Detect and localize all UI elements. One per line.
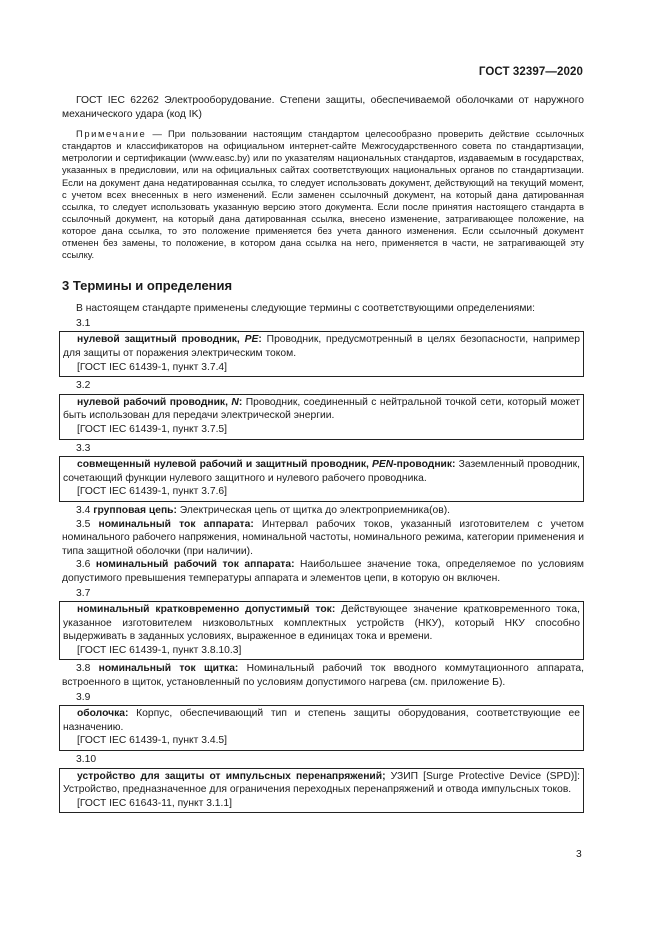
term-symbol: PE	[244, 334, 259, 346]
term-entry	[62, 662, 584, 689]
note-label: Примечание	[76, 128, 147, 140]
term-source: [ГОСТ IEC 61439-1, пункт 3.4.5]	[77, 735, 228, 747]
term-number: 3.4	[76, 504, 91, 516]
term-suffix: -проводник:	[393, 459, 456, 471]
term-definition: УЗИП [Surge Protective Device (SPD)]: Устройство, предназначенное для ограничения переходных перенапряжений и отвода импульсных токов.	[63, 770, 580, 796]
term-symbol: PEN	[372, 459, 394, 471]
term-definition: Номинальный рабочий ток вводного коммутационного аппарата, встроенного в щиток, установленный по условиям допустимого нагрева (см. приложение Б).	[62, 663, 584, 689]
term-definition: Действующее значение кратковременного тока, указанное изготовителем низковольтных комплектных устройств (НКУ), который НКУ способно выдерживать в заданных условиях, выраженное в единицах тока и времени.	[63, 604, 580, 643]
term-symbol: N	[231, 396, 239, 408]
term-box	[59, 331, 584, 377]
term-source: [ГОСТ IEC 61439-1, пункт 3.7.5]	[77, 423, 228, 435]
term-source: [ГОСТ IEC 61439-1, пункт 3.7.6]	[77, 486, 228, 498]
term-entry	[62, 504, 584, 518]
term-name: групповая цепь:	[93, 504, 177, 516]
term-entry	[63, 333, 580, 360]
note-paragraph	[62, 128, 584, 261]
document-header: ГОСТ 32397—2020	[478, 66, 583, 78]
term-number: 3.2	[76, 380, 91, 392]
term-name: нулевой защитный проводник,	[77, 334, 240, 346]
term-entry	[63, 603, 580, 644]
page-content	[62, 94, 584, 815]
term-name: номинальный кратковременно допустимый ток:	[77, 604, 336, 616]
term-box	[59, 394, 584, 440]
term-name: номинальный ток аппарата:	[98, 518, 254, 530]
term-box	[59, 768, 584, 814]
referenced-standard: ГОСТ IEC 62262 Электрооборудование. Степени защиты, обеспечиваемой оболочками от наружного механического удара (код IK)	[62, 95, 584, 120]
term-definition: Проводник, предусмотренный в целях безопасности, например для защиты от поражения электрическим током.	[63, 334, 580, 359]
term-number: 3.10	[76, 754, 97, 766]
term-entry	[62, 518, 584, 559]
term-box	[59, 705, 584, 751]
term-entry	[63, 707, 580, 734]
page-number: 3	[576, 849, 582, 860]
term-name: устройство для защиты от импульсных перенапряжений;	[77, 770, 386, 782]
term-number: 3.5	[76, 518, 91, 530]
term-name: нулевой рабочий проводник,	[77, 396, 228, 408]
term-number: 3.8	[76, 663, 91, 675]
term-entry	[63, 396, 580, 423]
term-definition: Корпус, обеспечивающий тип и степень защиты оборудования, соответствующие ее назначению.	[63, 708, 580, 733]
term-colon: :	[238, 396, 243, 408]
note-text: — При пользовании настоящим стандартом целесообразно проверить действие ссылочных стандартов и классификаторов на официальном интернет-сайте Межгосударственного совета по стандартизации, метрологии и сертификации (www.easc.by) или по указателям национальных стандартов, издаваемым в государствах, указанных в предисловии, или на официальных сайтах соответствующих национальных органов по стандартизации. Если на документ дана недатированная ссылка, то следует использовать документ, действующий на текущий момент, с учетом всех внесенных в него изменений. Если заменен ссылочный документ, на который дана датированная ссылка, то следует использовать указанную версию этого документа. Если после принятия настоящего стандарта в ссылочный документ, на который дана датированная ссылка, внесено изменение, затрагивающее положение, на которое дана ссылка, то это положение применяется без учета данного изменения. Если ссылочный документ отменен без замены, то положение, в котором дана ссылка на него, применяется в части, не затрагивающей эту ссылку.	[62, 128, 584, 261]
term-entry	[63, 770, 580, 797]
term-box	[59, 456, 584, 502]
term-source: [ГОСТ IEC 61439-1, пункт 3.8.10.3]	[77, 644, 242, 656]
term-number: 3.9	[76, 691, 91, 703]
term-source: [ГОСТ IEC 61439-1, пункт 3.7.4]	[77, 361, 228, 373]
term-number: 3.7	[76, 587, 91, 599]
term-entry	[63, 458, 580, 485]
section-title: 3 Термины и определения	[62, 278, 233, 294]
term-entry	[62, 558, 584, 585]
term-name: номинальный ток щитка:	[98, 663, 239, 675]
term-number: 3.6	[76, 559, 91, 571]
term-definition: Электрическая цепь от щитка до электроприемника(ов).	[176, 504, 451, 516]
term-definition: Проводник, соединенный с нейтральной точкой сети, который может быть использован для передачи электрической энергии.	[63, 396, 580, 422]
term-name: оболочка:	[77, 708, 129, 720]
term-definition: Заземленный проводник, сочетающий функции нулевого защитного и нулевого рабочего проводника.	[63, 459, 580, 484]
section-lead: В настоящем стандарте применены следующие термины с соответствующими определениями:	[76, 303, 536, 315]
term-name: совмещенный нулевой рабочий и защитный проводник,	[77, 459, 369, 471]
term-source: [ГОСТ IEC 61643-11, пункт 3.1.1]	[77, 797, 232, 809]
term-definition: Наибольшее значение тока, определяемое по условиям допустимого превышения температуры аппарата и элементов цепи, в которую он включен.	[62, 559, 584, 584]
term-colon: :	[258, 334, 262, 346]
term-definition: Интервал рабочих токов, указанный изготовителем с учетом номинального рабочего напряжения, номинальной частоты, номинального режима, категории применения и типа защитной оболочки (при наличии).	[62, 518, 584, 557]
term-box	[59, 601, 584, 660]
term-number: 3.1	[76, 317, 91, 329]
term-name: номинальный рабочий ток аппарата:	[95, 559, 295, 571]
term-number: 3.3	[76, 442, 91, 454]
